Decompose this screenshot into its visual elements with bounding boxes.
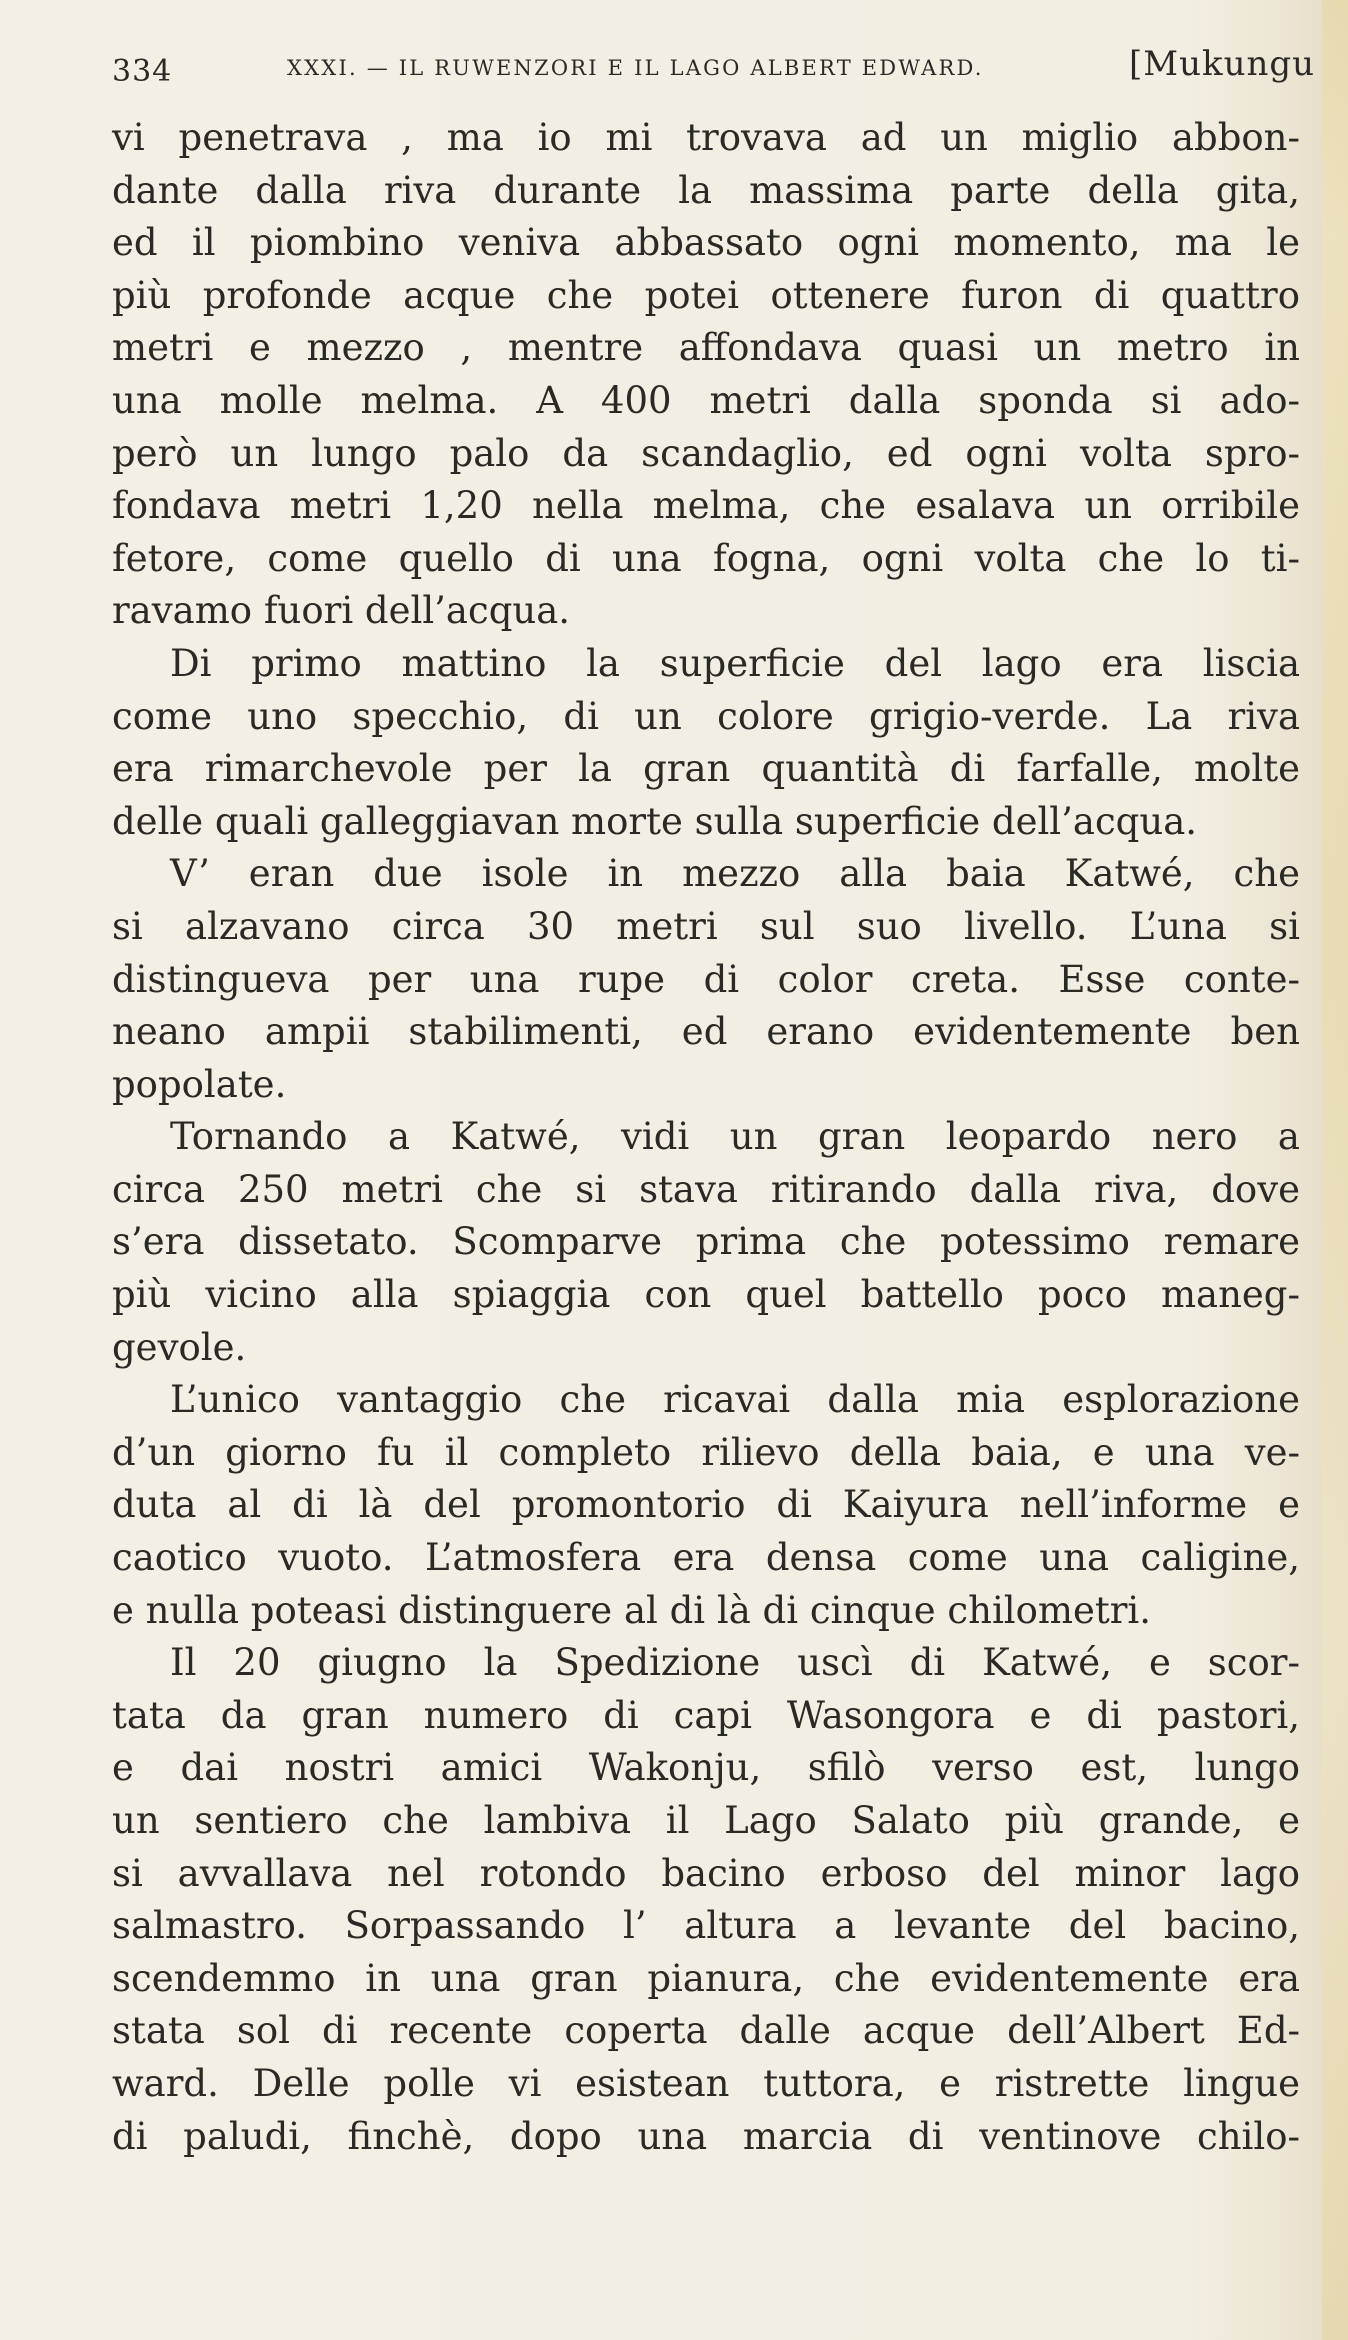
- text-line: V’ eran due isole in mezzo alla baia Katwé, che: [170, 852, 1300, 896]
- text-line: e dai nostri amici Wakonju, sfilò verso est, lungo: [112, 1746, 1300, 1790]
- text-line: si alzavano circa 30 metri sul suo livello. L’una si: [112, 904, 1300, 948]
- text-line: s’era dissetato. Scomparve prima che potessimo remare: [112, 1220, 1300, 1264]
- text-line: distingueva per una rupe di color creta. Esse conte-: [112, 957, 1300, 1001]
- text-line: era rimarchevole per la gran quantità di farfalle, molte: [112, 747, 1300, 791]
- text-line: più vicino alla spiaggia con quel battello poco maneg-: [112, 1273, 1300, 1317]
- text-line: neano ampii stabilimenti, ed erano evidentemente ben: [112, 1010, 1300, 1054]
- text-line: duta al di là del promontorio di Kaiyura nell’informe e: [112, 1483, 1300, 1527]
- text-line: più profonde acque che potei ottenere furon di quattro: [112, 273, 1300, 317]
- text-line: e nulla poteasi distinguere al di là di cinque chilometri.: [112, 1588, 1152, 1632]
- text-line: un sentiero che lambiva il Lago Salato più grande, e: [112, 1799, 1300, 1842]
- text-line: metri e mezzo , mentre affondava quasi un metro in: [112, 326, 1300, 370]
- text-line: Tornando a Katwé, vidi un gran leopardo nero a: [170, 1115, 1300, 1159]
- body-text: [112, 112, 1300, 2163]
- text-line: ward. Delle polle vi esistean tuttora, e ristrette lingue: [112, 2061, 1300, 2105]
- text-line: L’unico vantaggio che ricavai dalla mia esplorazione: [170, 1378, 1300, 1422]
- text-line: stata sol di recente coperta dalle acque dell’Albert Ed-: [112, 2009, 1300, 2053]
- text-line: d’un giorno fu il completo rilievo della baia, e una ve-: [112, 1430, 1300, 1474]
- section-marker: [Mukungu: [1129, 44, 1316, 84]
- page-edge-stain: [1322, 0, 1348, 2340]
- chapter-title: XXXI. — IL RUWENZORI E IL LAGO ALBERT EDWARD.: [287, 56, 984, 80]
- text-line: ed il piombino veniva abbassato ogni momento, ma le: [112, 221, 1300, 265]
- text-line: salmastro. Sorpassando l’ altura a levante del bacino,: [112, 1904, 1300, 1948]
- text-line: caotico vuoto. L’atmosfera era densa come una caligine,: [112, 1536, 1300, 1580]
- text-line: vi penetrava , ma io mi trovava ad un miglio abbon-: [112, 116, 1300, 159]
- text-line: gevole.: [112, 1325, 247, 1369]
- text-line: ravamo fuori dell’acqua.: [112, 589, 571, 633]
- text-line: tata da gran numero di capi Wasongora e di pastori,: [112, 1693, 1300, 1737]
- text-line: però un lungo palo da scandaglio, ed ogni volta spro-: [112, 431, 1300, 475]
- text-line: una molle melma. A 400 metri dalla sponda si ado-: [112, 378, 1300, 422]
- text-line: scendemmo in una gran pianura, che evidentemente era: [112, 1956, 1300, 2000]
- text-line: circa 250 metri che si stava ritirando dalla riva, dove: [112, 1167, 1300, 1211]
- text-line: Il 20 giugno la Spedizione uscì di Katwé, e scor-: [170, 1641, 1300, 1685]
- text-line: delle quali galleggiavan morte sulla superficie dell’acqua.: [112, 799, 1198, 843]
- text-line: si avvallava nel rotondo bacino erboso del minor lago: [112, 1851, 1300, 1895]
- text-line: dante dalla riva durante la massima parte della gita,: [112, 168, 1300, 212]
- text-line: popolate.: [112, 1062, 287, 1106]
- text-line: di paludi, finchè, dopo una marcia di ventinove chilo-: [112, 2114, 1300, 2158]
- text-line: Di primo mattino la superficie del lago era liscia: [170, 641, 1300, 685]
- page-number: 334: [112, 54, 173, 89]
- running-head: [112, 44, 1316, 92]
- text-line: come uno specchio, di un colore grigio-verde. La riva: [112, 694, 1300, 738]
- text-line: fondava metri 1,20 nella melma, che esalava un orribile: [112, 484, 1300, 528]
- text-line: fetore, come quello di una fogna, ogni volta che lo ti-: [112, 536, 1300, 580]
